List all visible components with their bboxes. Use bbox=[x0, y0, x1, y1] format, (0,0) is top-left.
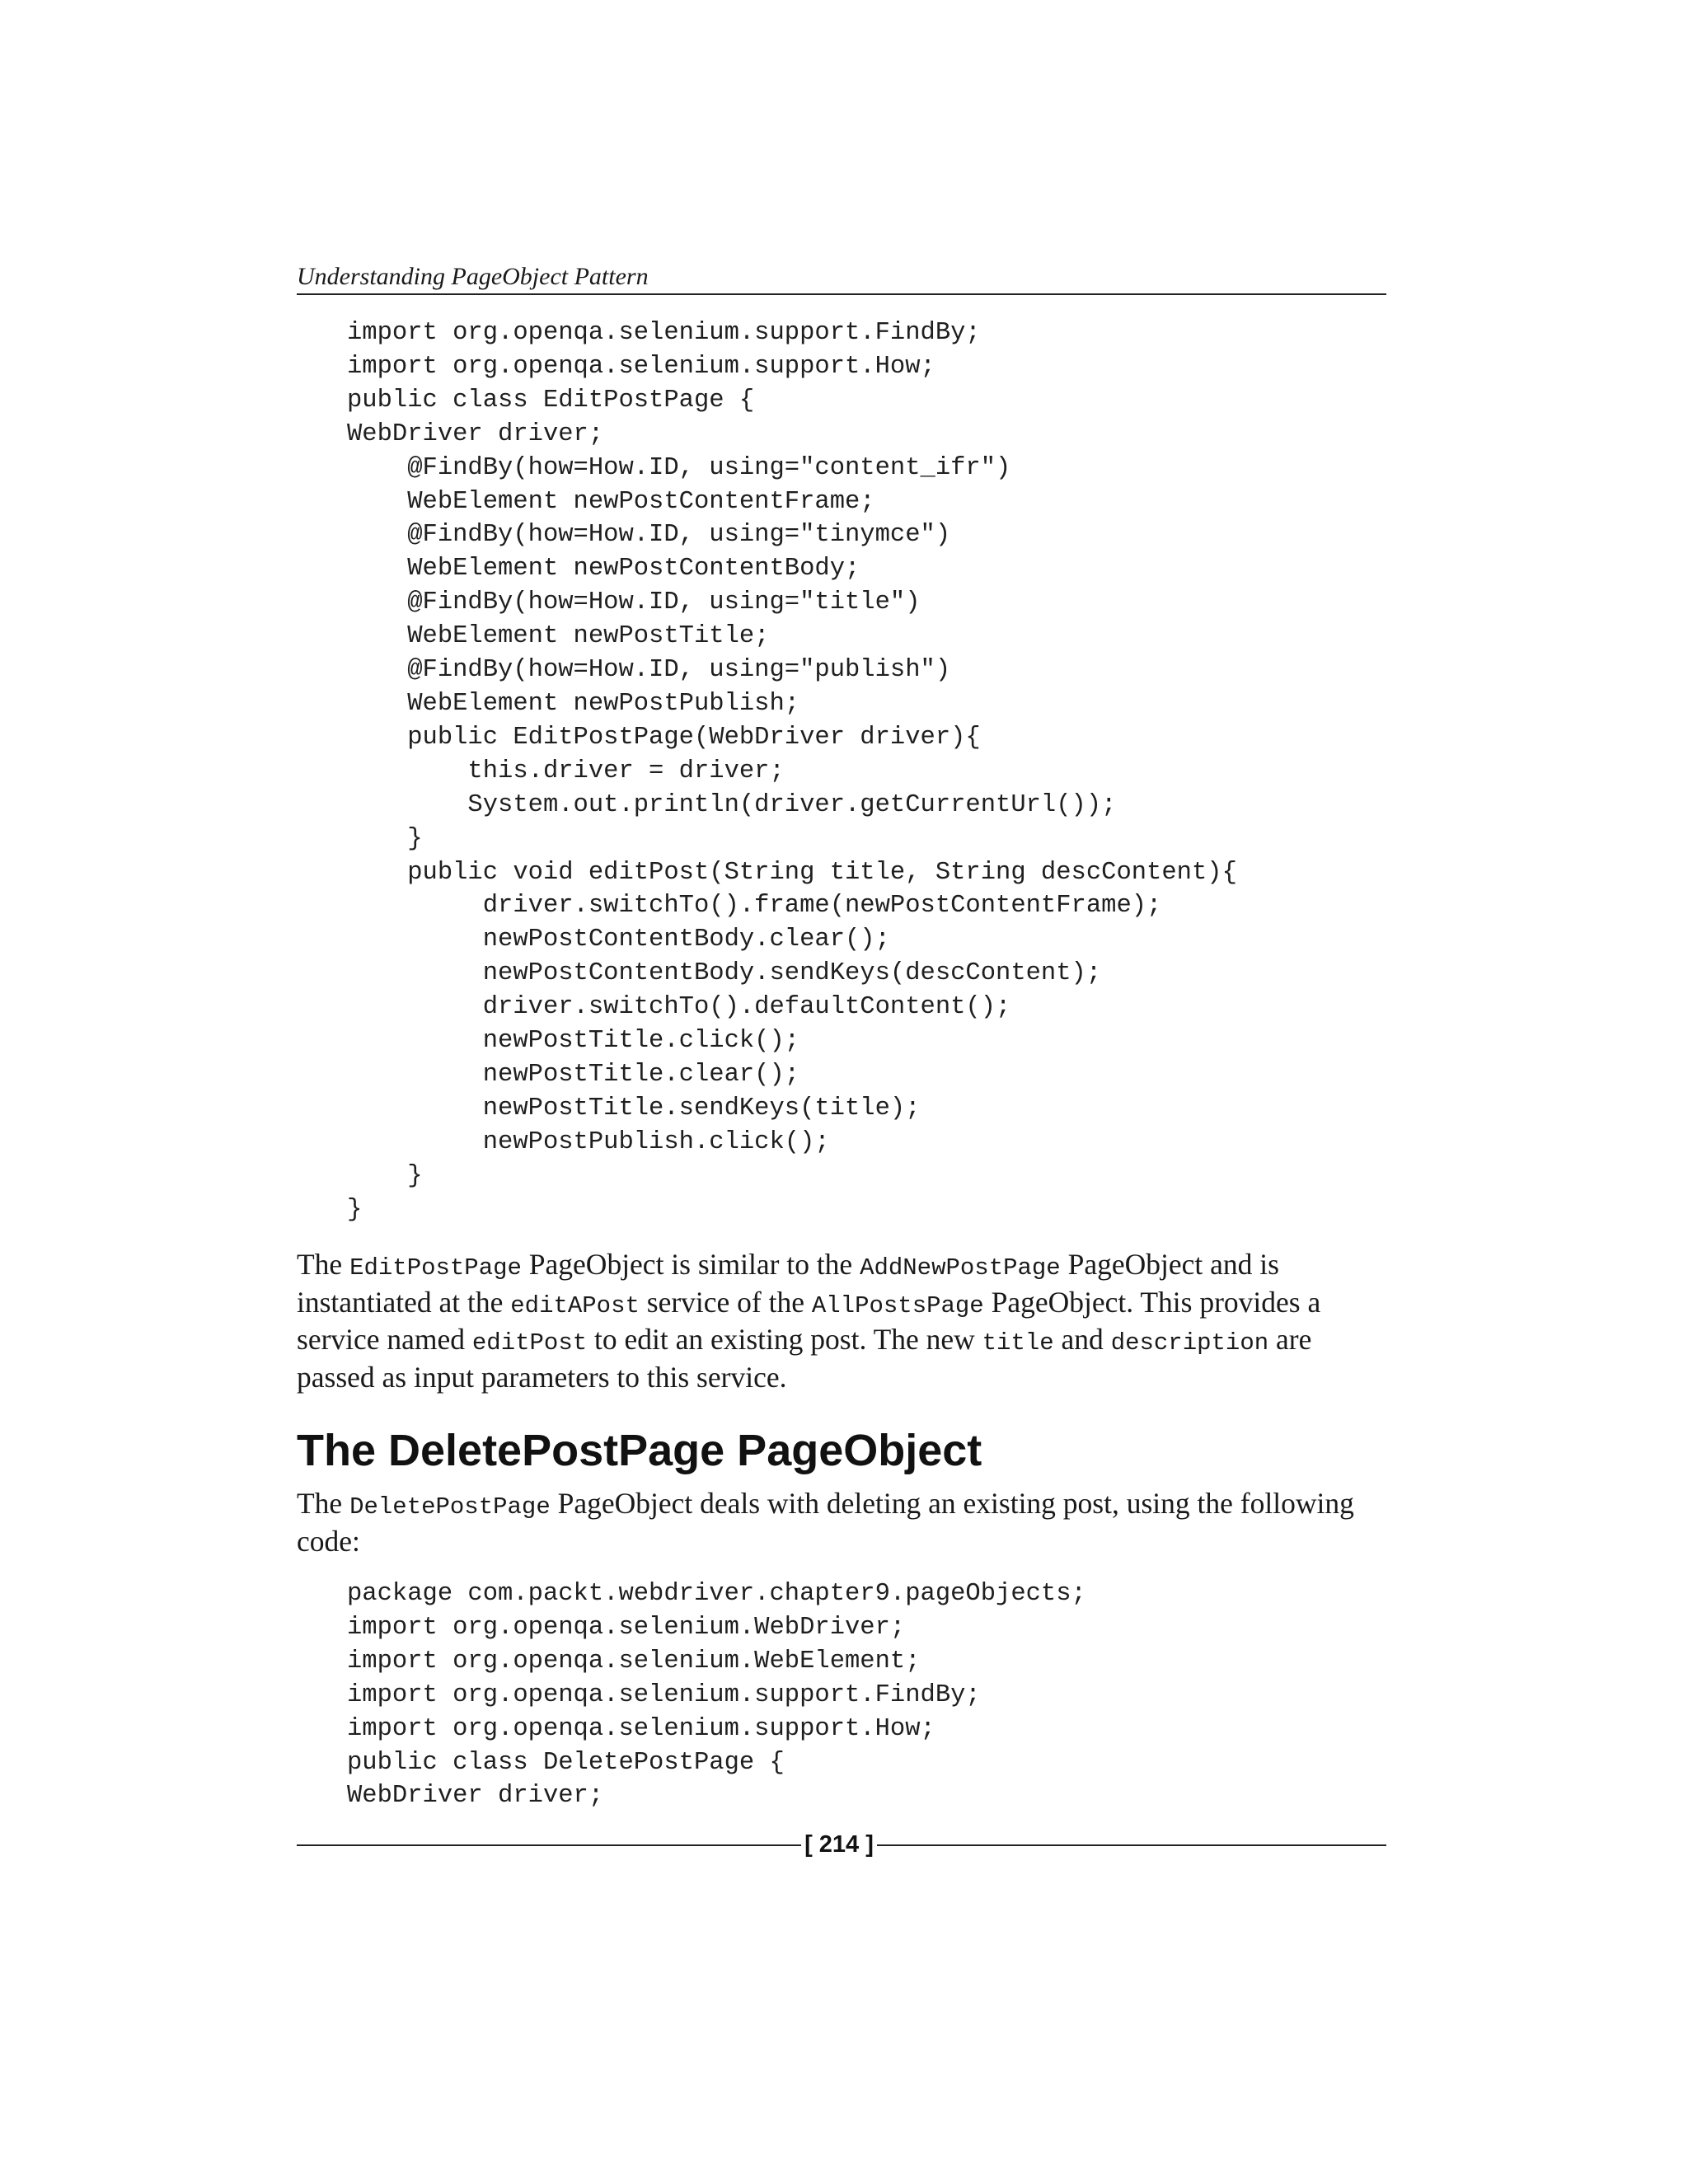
running-header: Understanding PageObject Pattern bbox=[297, 262, 1386, 295]
inline-code: DeletePostPage bbox=[349, 1493, 551, 1521]
paragraph-text: service of the bbox=[639, 1285, 812, 1319]
paragraph-text: The bbox=[297, 1487, 350, 1520]
footer-rule-left bbox=[297, 1844, 801, 1846]
paragraph-text: PageObject and is instantiated at the bbox=[297, 1248, 1279, 1319]
paragraph-text: to edit an existing post. The new bbox=[587, 1323, 982, 1356]
inline-code: AddNewPostPage bbox=[860, 1254, 1061, 1282]
paragraph-text: PageObject is similar to the bbox=[521, 1248, 860, 1281]
paragraph-text: PageObject. This provides a service named bbox=[297, 1285, 1321, 1356]
inline-code: editPost bbox=[471, 1329, 588, 1357]
inline-code: editAPost bbox=[510, 1291, 640, 1319]
paragraph-delete-post-intro bbox=[297, 1487, 1386, 1558]
code-block-edit-post-page: import org.openqa.selenium.support.FindBy; import org.openqa.selenium.support.How; public class EditPostPage { WebDriver driver; @FindBy(how=How.ID, using="content_ifr") WebElement newPostContentFrame; @FindBy(how=How.ID, using="tinymce") WebElement newPostContentBody; @FindBy(how=How.ID, using="title") WebElement newPostTitle; @FindBy(how=How.ID, using="publish") WebElement newPostPublish; public EditPostPage(WebDriver driver){ this.driver = driver; System.out.println(driver.getCurrentUrl()); } public void editPost(String title, String descContent){ driver.switchTo().frame(newPostContentFrame); newPostContentBody.clear(); newPostContentBody.sendKeys(descContent); driver.switchTo().defaultContent(); newPostTitle.click(); newPostTitle.clear(); newPostTitle.sendKeys(title); newPostPublish.click(); } } bbox=[347, 319, 1237, 1224]
inline-code: title bbox=[982, 1329, 1054, 1357]
inline-code: EditPostPage bbox=[349, 1254, 522, 1282]
paragraph-text: PageObject deals with deleting an existing post, using the following code: bbox=[297, 1487, 1354, 1558]
paragraph-text: and bbox=[1053, 1323, 1111, 1356]
code-block-delete-post-page: package com.packt.webdriver.chapter9.pageObjects; import org.openqa.selenium.WebDriver; import org.openqa.selenium.WebElement; import org.openqa.selenium.support.FindBy; import org.openqa.selenium.support.How; public class DeletePostPage { WebDriver driver; bbox=[347, 1580, 1086, 1811]
section-heading: The DeletePostPage PageObject bbox=[297, 1426, 982, 1475]
paragraph-text: are passed as input parameters to this service. bbox=[297, 1323, 1312, 1394]
page-footer bbox=[297, 1828, 1386, 1861]
paragraph-edit-post-description bbox=[297, 1248, 1386, 1394]
page-number: [ 214 ] bbox=[804, 1831, 874, 1858]
footer-rule-right bbox=[877, 1844, 1386, 1846]
inline-code: description bbox=[1110, 1329, 1269, 1357]
paragraph-text: The bbox=[297, 1248, 350, 1281]
inline-code: AllPostsPage bbox=[811, 1291, 984, 1319]
